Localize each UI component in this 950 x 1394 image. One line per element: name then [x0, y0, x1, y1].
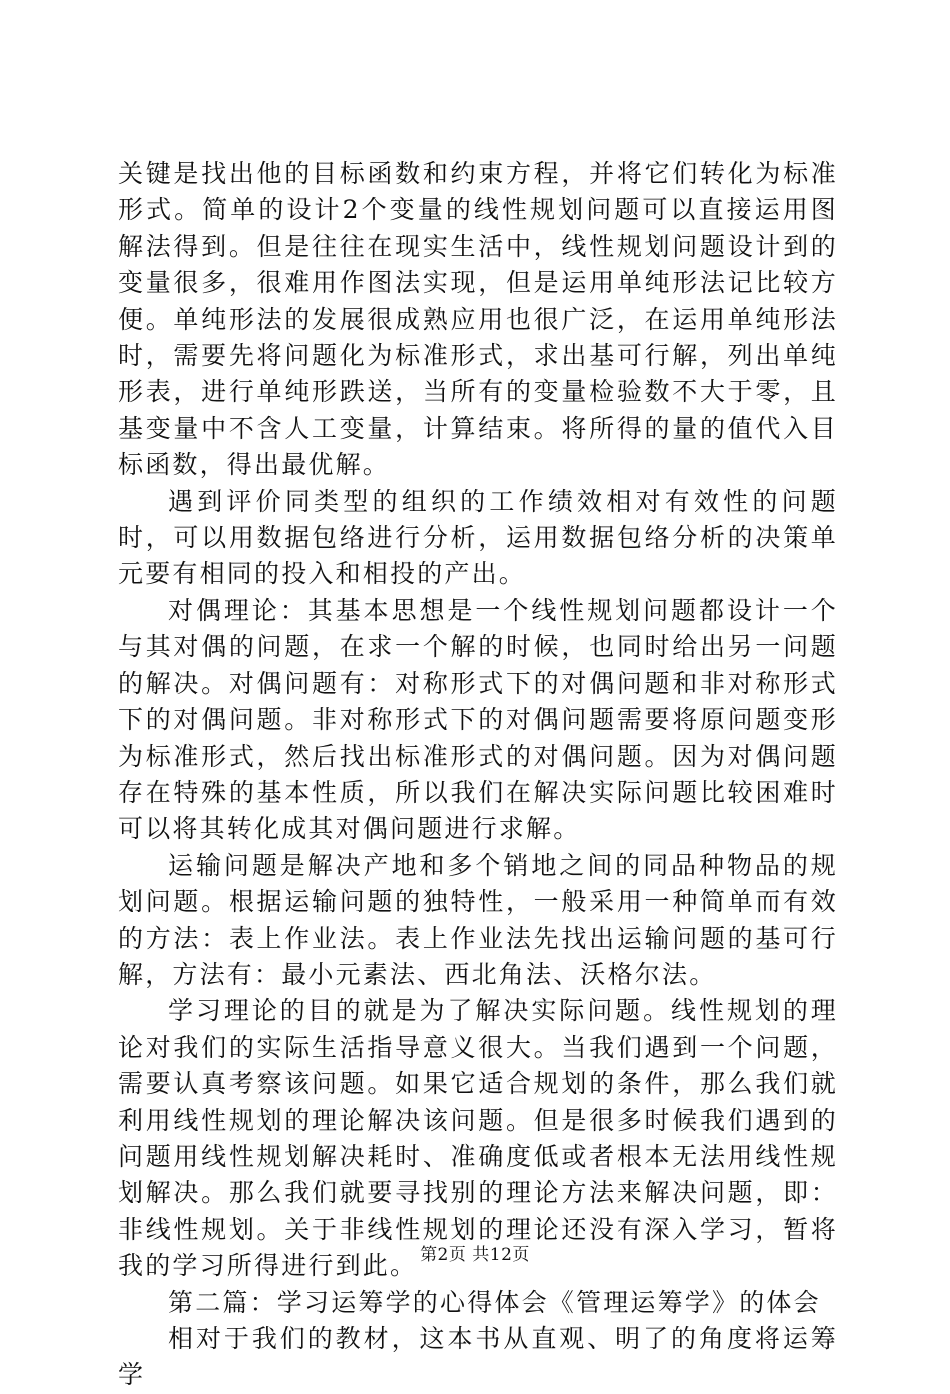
section-heading: 第二篇：学习运筹学的心得体会《管理运筹学》的体会: [168, 1287, 821, 1317]
document-body: [118, 156, 838, 1394]
paragraph-2: 遇到评价同类型的组织的工作绩效相对有效性的问题时，可以用数据包络进行分析，运用数据包络分析的决策单元要有相同的投入和相投的产出。: [118, 486, 838, 589]
page-footer: [0, 1244, 950, 1266]
paragraph-1: 关键是找出他的目标函数和约束方程，并将它们转化为标准形式。简单的设计2个变量的线性规划问题可以直接运用图解法得到。但是往往在现实生活中，线性规划问题设计到的变量很多，很难用作图法实现，但是运用单纯形法记比较方便。单纯形法的发展很成熟应用也很广泛，在运用单纯形法时，需要先将问题化为标准形式，求出基可行解，列出单纯形表，进行单纯形跌送，当所有的变量检验数不大于零，且基变量中不含人工变量，计算结束。将所得的量的值代入目标函数，得出最优解。: [118, 159, 838, 480]
paragraph-4: 运输问题是解决产地和多个销地之间的同品种物品的规划问题。根据运输问题的独特性，一般采用一种简单而有效的方法：表上作业法。表上作业法先找出运输问题的基可行解，方法有：最小元素法、西北角法、沃格尔法。: [118, 850, 838, 989]
paragraph-6: 相对于我们的教材，这本书从直观、明了的角度将运筹学: [118, 1324, 838, 1390]
page-number-label: 第2页 共12页: [420, 1245, 530, 1265]
paragraph-5: 学习理论的目的就是为了解决实际问题。线性规划的理论对我们的实际生活指导意义很大。当我们遇到一个问题，需要认真考察该问题。如果它适合规划的条件，那么我们就利用线性规划的理论解决该问题。但是很多时候我们遇到的问题用线性规划解决耗时、准确度低或者根本无法用线性规划解决。那么我们就要寻找别的理论方法来解决问题，即：非线性规划。关于非线性规划的理论还没有深入学习，暂将我的学习所得进行到此。: [118, 996, 838, 1281]
paragraph-3: 对偶理论：其基本思想是一个线性规划问题都设计一个与其对偶的问题，在求一个解的时候，也同时给出另一问题的解决。对偶问题有：对称形式下的对偶问题和非对称形式下的对偶问题。非对称形式下的对偶问题需要将原问题变形为标准形式，然后找出标准形式的对偶问题。因为对偶问题存在特殊的基本性质，所以我们在解决实际问题比较困难时可以将其转化成其对偶问题进行求解。: [118, 595, 838, 844]
